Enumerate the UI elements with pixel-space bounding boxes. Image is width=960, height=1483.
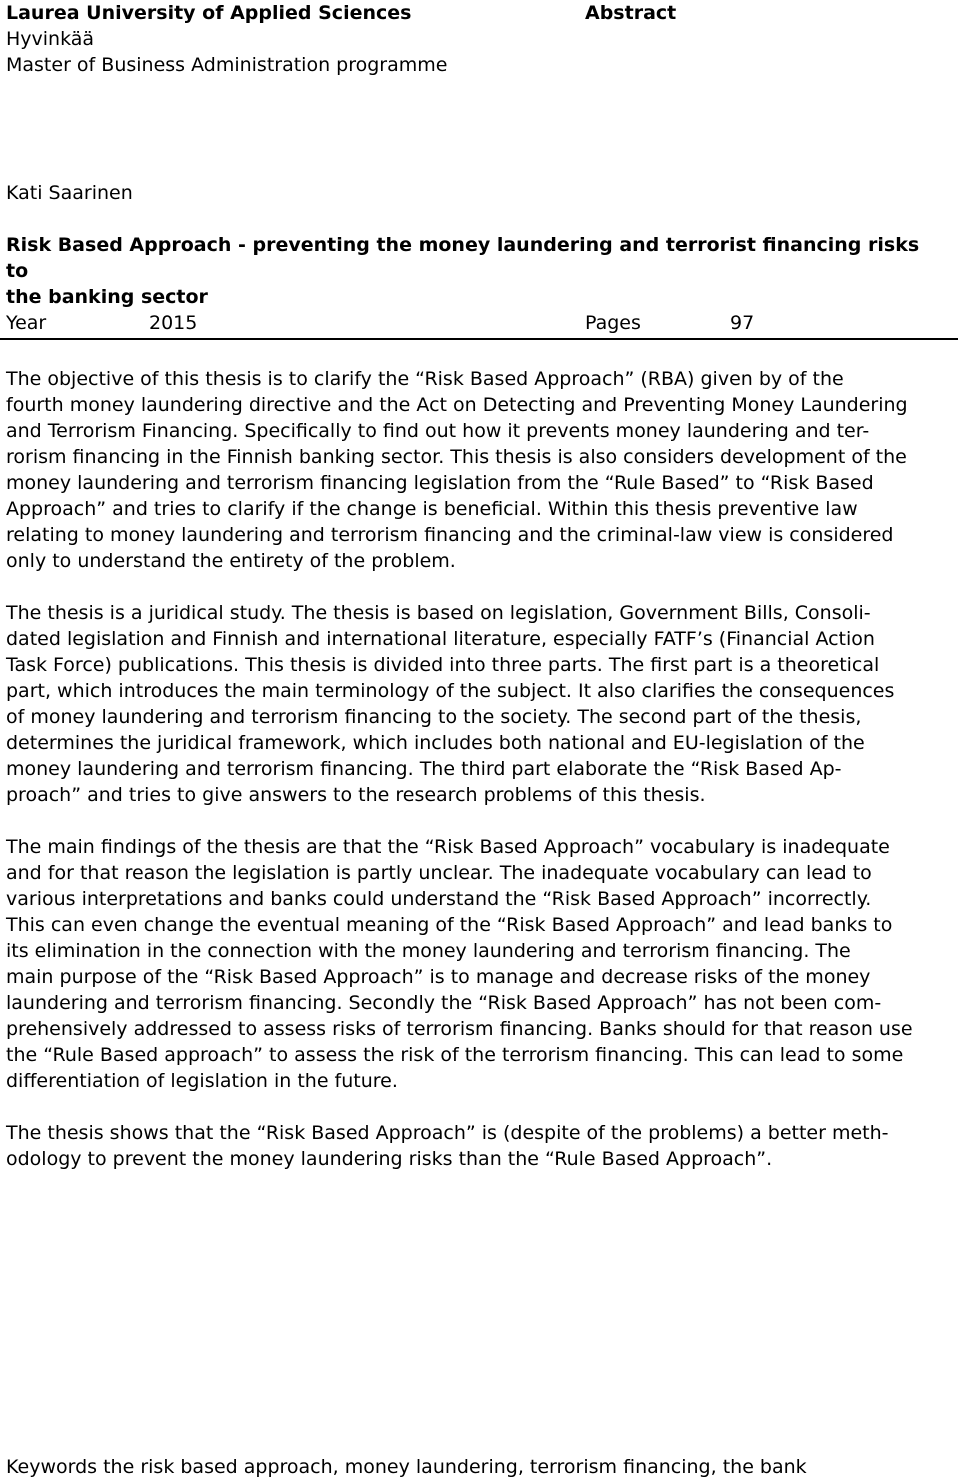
- header-institution-block: [6, 0, 447, 78]
- pages-value: 97: [730, 312, 755, 334]
- abstract-body: [6, 366, 954, 1198]
- abstract-paragraph-findings: The main findings of the thesis are that the “Risk Based Approach” vocabulary is inadequate and for that reason the legislation is partly unclear. The inadequate vocabulary can lead to various interpretations and banks could understand the “Risk Based Approach” incorrectly. This can even change the eventual meaning of the “Risk Based Approach” and lead banks to its elimination in the connection with the money laundering and terrorism financing. The main purpose of the “Risk Based Approach” is to manage and decrease risks of the money laundering and terrorism financing. Secondly the “Risk Based Approach” has not been com- prehensively addressed to assess risks of terrorism financing. Banks should for that reason use the “Rule Based approach” to assess the risk of the terrorism financing. This can lead to some differentiation of legislation in the future.: [6, 836, 913, 1092]
- document-type-label: Abstract: [585, 2, 677, 24]
- thesis-title: Risk Based Approach - preventing the money laundering and terrorist financing risks to the banking sector: [6, 234, 920, 308]
- pages-label: Pages: [585, 312, 641, 334]
- abstract-paragraph-conclusion: The thesis shows that the “Risk Based Approach” is (despite of the problems) a better meth- odology to prevent the money laundering risks than the “Rule Based Approach”.: [6, 1122, 889, 1170]
- author-name: Kati Saarinen: [6, 182, 133, 204]
- meta-row: [0, 310, 958, 340]
- year-label: Year: [6, 312, 47, 334]
- institution-name: Laurea University of Applied Sciences: [6, 2, 412, 24]
- campus-name: Hyvinkää: [6, 28, 95, 50]
- keywords-value: the risk based approach, money laundering, terrorism financing, the bank: [103, 1456, 807, 1478]
- keywords-line: [6, 1454, 807, 1480]
- abstract-paragraph-method: The thesis is a juridical study. The thesis is based on legislation, Government Bills, Consoli- dated legislation and Finnish and international literature, especially FATF’s (Financial Action Task Force) publications. This thesis is divided into three parts. The first part is a theoretical part, which introduces the main terminology of the subject. It also clarifies the consequences of money laundering and terrorism financing to the society. The second part of the thesis, determines the juridical framework, which includes both national and EU-legislation of the money laundering and terrorism financing. The third part elaborate the “Risk Based Ap- proach” and tries to give answers to the research problems of this thesis.: [6, 602, 895, 806]
- keywords-label: Keywords: [6, 1456, 98, 1478]
- programme-name: Master of Business Administration programme: [6, 54, 448, 76]
- year-value: 2015: [149, 312, 198, 334]
- abstract-paragraph-objective: The objective of this thesis is to clarify the “Risk Based Approach” (RBA) given by of the fourth money laundering directive and the Act on Detecting and Preventing Money Laundering and Terrorism Financing. Specifically to find out how it prevents money laundering and ter- rorism financing in the Finnish banking sector. This thesis is also considers development of the money laundering and terrorism financing legislation from the “Rule Based” to “Risk Based Approach” and tries to clarify if the change is beneficial. Within this thesis preventive law relating to money laundering and terrorism financing and the criminal-law view is considered only to understand the entirety of the problem.: [6, 368, 908, 572]
